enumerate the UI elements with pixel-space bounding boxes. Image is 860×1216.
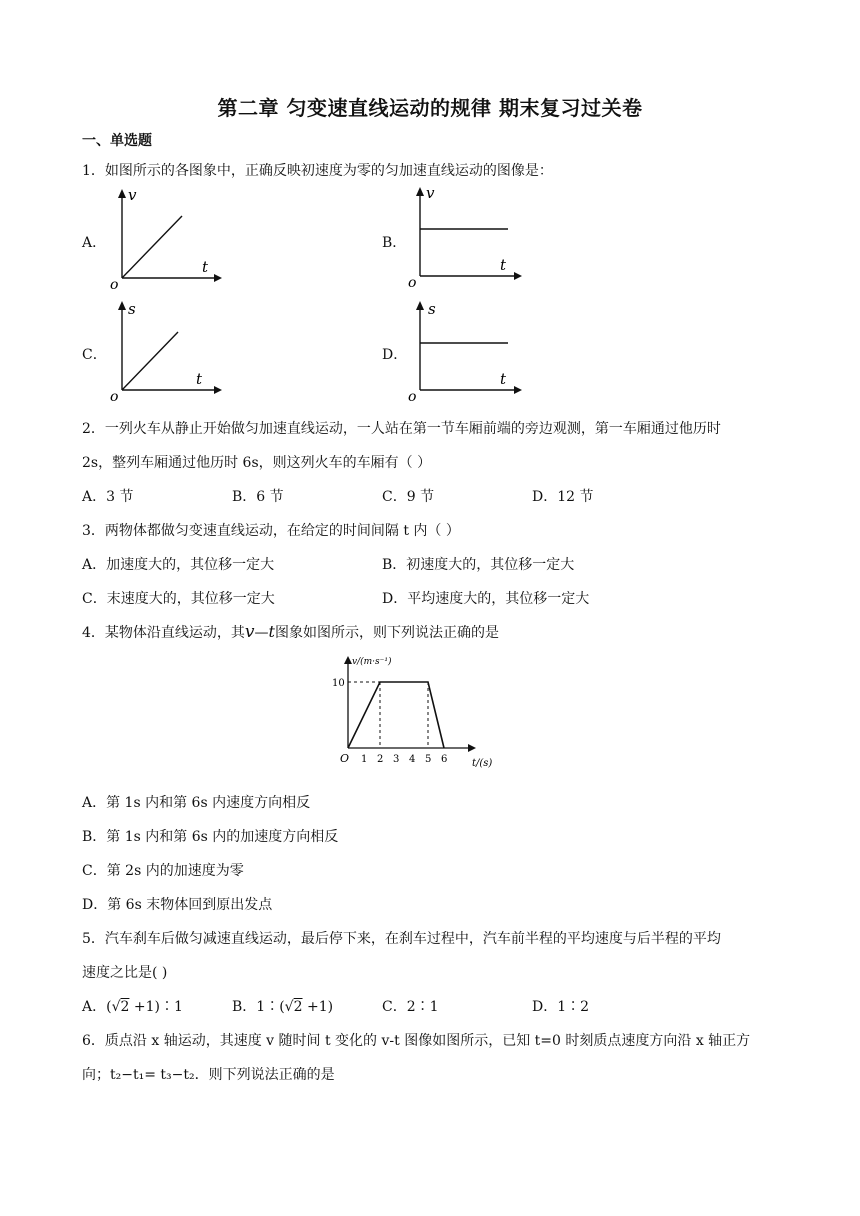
origin-label: O bbox=[340, 752, 350, 765]
q4-stem-t: t bbox=[268, 622, 275, 641]
velocity-series-line bbox=[348, 682, 444, 748]
x-tick-label: 4 bbox=[409, 754, 416, 765]
q1-graph-a bbox=[106, 186, 226, 290]
question-1-stem: 1．如图所示的各图象中，正确反映初速度为零的匀加速直线运动的图像是： bbox=[82, 163, 553, 179]
q1-graph-a-axis-t: t bbox=[202, 258, 209, 276]
q1-graph-a-origin: o bbox=[110, 277, 119, 290]
q5-option-b-post: +1) bbox=[302, 999, 334, 1015]
q4-stem-v: v bbox=[244, 622, 255, 642]
q4-option-c: C．第 2s 内的加速度为零 bbox=[82, 863, 244, 879]
q2-option-b: B．6 节 bbox=[232, 489, 284, 505]
question-6-stem-line1: 6．质点沿 x 轴运动，其速度 v 随时间 t 变化的 v-t 图像如图所示，已知 t=0 时刻质点速度方向沿 x 轴正方 bbox=[82, 1033, 751, 1049]
q1-option-b-label: B． bbox=[382, 235, 407, 251]
q4-option-d: D．第 6s 末物体回到原出发点 bbox=[82, 897, 273, 913]
q5-option-a-post: +1)∶1 bbox=[129, 999, 183, 1015]
q5-option-a-pre: A．( bbox=[82, 999, 112, 1015]
q1-graph-b-axis-v: v bbox=[426, 184, 435, 202]
q2-option-d: D．12 节 bbox=[532, 489, 594, 505]
q1-graph-c-origin: o bbox=[110, 389, 119, 402]
q1-option-d-label: D． bbox=[382, 347, 408, 363]
q5-option-b-radicand: 2 bbox=[293, 999, 303, 1015]
question-3-stem: 3．两物体都做匀变速直线运动，在给定的时间间隔 t 内（ ） bbox=[82, 523, 460, 539]
q5-option-a-radicand: 2 bbox=[120, 999, 130, 1015]
q1-graph-c bbox=[106, 298, 226, 402]
q1-graph-d-axis-t: t bbox=[500, 370, 507, 388]
q4-stem-dash: — bbox=[254, 625, 269, 641]
q1-graph-b-origin: o bbox=[408, 275, 417, 288]
x-tick-label: 1 bbox=[361, 754, 368, 765]
q3-option-c: C．末速度大的，其位移一定大 bbox=[82, 591, 275, 607]
x-axis-label: t/(s) bbox=[472, 758, 493, 769]
x-tick-label: 5 bbox=[425, 754, 432, 765]
q4-stem-pre: 4．某物体沿直线运动，其 bbox=[82, 625, 245, 641]
q1-option-a-label: A． bbox=[82, 235, 107, 251]
q5-option-a: A．(√2 +1)∶1 bbox=[82, 999, 183, 1015]
x-tick-label: 2 bbox=[377, 754, 384, 765]
q1-graph-c-line bbox=[122, 332, 178, 390]
x-axis-arrow bbox=[468, 744, 476, 752]
q1-graph-a-line bbox=[122, 216, 182, 278]
question-6-stem-line2: 向；t₂−t₁= t₃−t₂．则下列说法正确的是 bbox=[82, 1067, 335, 1083]
x-tick-label: 6 bbox=[441, 754, 448, 765]
q1-graph-d-axis-s: s bbox=[428, 300, 436, 318]
q1-graph-c-axis-t: t bbox=[196, 370, 203, 388]
section-heading: 一、单选题 bbox=[82, 133, 152, 149]
q3-option-b: B．初速度大的，其位移一定大 bbox=[382, 557, 575, 573]
q1-graph-d bbox=[404, 298, 528, 402]
q5-option-d: D．1∶2 bbox=[532, 999, 590, 1015]
q5-option-c: C．2∶1 bbox=[382, 999, 439, 1015]
x-tick-label: 3 bbox=[393, 754, 400, 765]
q3-option-a: A．加速度大的，其位移一定大 bbox=[82, 557, 275, 573]
q1-graph-d-origin: o bbox=[408, 389, 417, 402]
q2-option-c: C．9 节 bbox=[382, 489, 435, 505]
q5-option-b: B．1∶(√2 +1) bbox=[232, 999, 334, 1015]
q3-option-d: D．平均速度大的，其位移一定大 bbox=[382, 591, 590, 607]
y-axis-arrow bbox=[344, 656, 352, 664]
q5-option-b-pre: B．1∶( bbox=[232, 999, 285, 1015]
y-tick-label: 10 bbox=[332, 678, 345, 689]
q4-stem-post: 图象如图所示，则下列说法正确的是 bbox=[274, 625, 499, 641]
question-5-stem-line2: 速度之比是( ) bbox=[82, 965, 168, 981]
question-2-stem-line2: 2s，整列车厢通过他历时 6s，则这列火车的车厢有（ ） bbox=[82, 455, 432, 471]
q1-graph-b-axis-t: t bbox=[500, 256, 507, 274]
q4-option-a: A．第 1s 内和第 6s 内速度方向相反 bbox=[82, 795, 311, 811]
y-axis-label: v/(m·s⁻¹) bbox=[352, 657, 392, 667]
q1-graph-c-axis-s: s bbox=[128, 300, 136, 318]
q2-option-a: A．3 节 bbox=[82, 489, 134, 505]
question-4-stem bbox=[82, 622, 499, 642]
question-5-stem-line1: 5．汽车刹车后做匀减速直线运动，最后停下来，在刹车过程中，汽车前半程的平均速度与后半程的平均 bbox=[82, 931, 721, 947]
page-title: 第二章 匀变速直线运动的规律 期末复习过关卷 bbox=[217, 96, 643, 120]
q4-vt-chart bbox=[320, 652, 510, 774]
question-2-stem-line1: 2．一列火车从静止开始做匀加速直线运动，一人站在第一节车厢前端的旁边观测，第一车厢通过他历时 bbox=[82, 421, 721, 437]
q4-option-b: B．第 1s 内和第 6s 内的加速度方向相反 bbox=[82, 829, 339, 845]
q1-graph-a-axis-v: v bbox=[128, 186, 137, 204]
q1-option-c-label: C． bbox=[82, 347, 107, 363]
q1-graph-b bbox=[404, 184, 528, 288]
